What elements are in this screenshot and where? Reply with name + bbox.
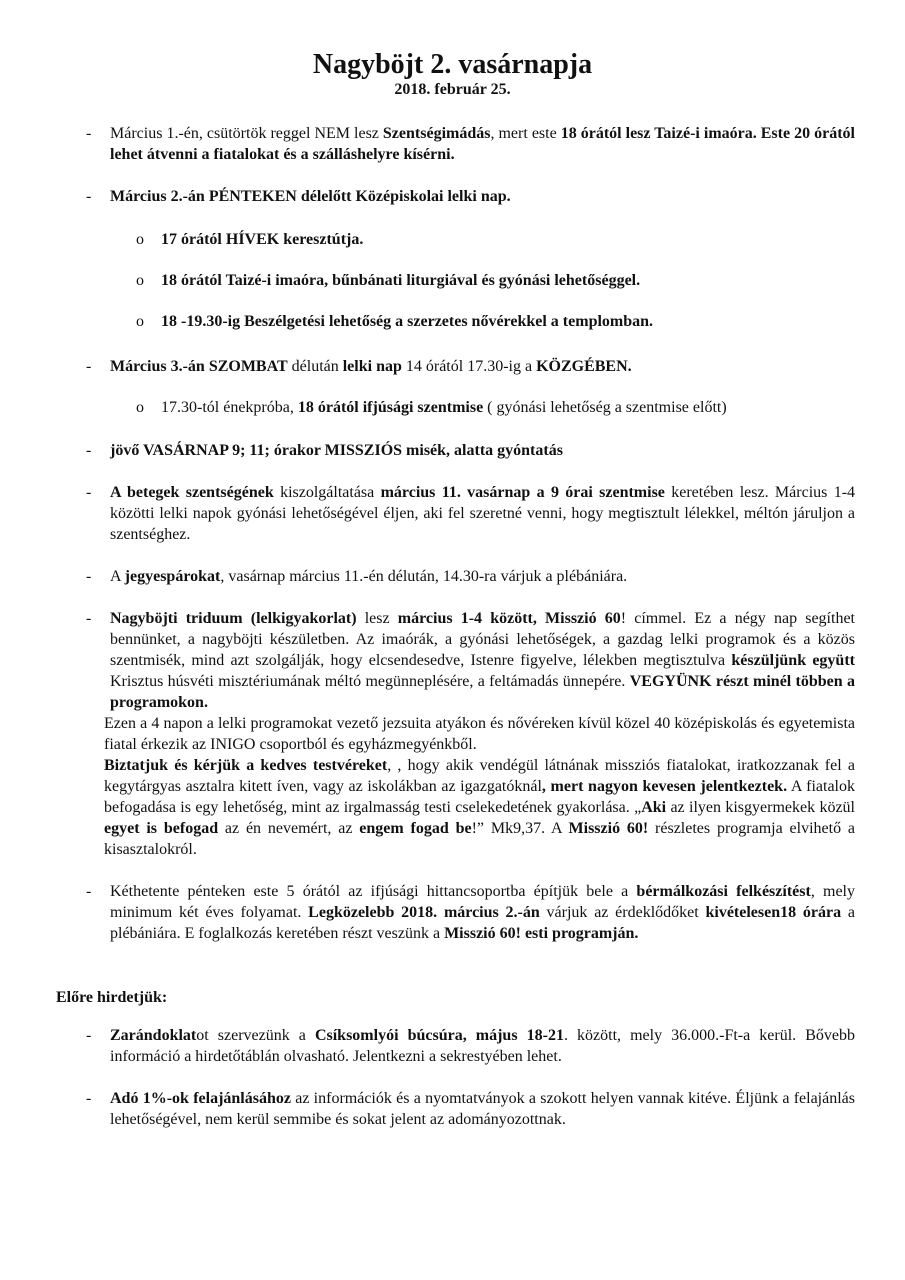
dash-bullet: - <box>86 484 92 501</box>
bold-text-run: március 1-4 között, Misszió 60 <box>397 610 621 627</box>
section-heading <box>56 987 167 1008</box>
text-run: 14 órától 17.30-ig a <box>401 358 537 375</box>
text-run: , mely minimum két éves folyamat. <box>110 883 856 921</box>
bold-text-run: 18 órától Taizé-i imaóra, bűnbánati liturgiával és gyónási lehetőséggel. <box>161 272 641 289</box>
text-run: Krisztus húsvéti misztériumának méltó megünneplésére, a feltámadás ünnepére. <box>110 673 630 690</box>
text-run: kiszolgáltatása <box>273 484 381 501</box>
sub-item-text <box>161 229 861 250</box>
text-run: !” Mk9,37. A <box>471 820 569 837</box>
bold-text-run: Zarándoklat <box>110 1027 197 1044</box>
bold-text-run: Legközelebb 2018. március 2.-án <box>308 904 540 921</box>
dash-bullet: - <box>86 442 92 459</box>
text-run: , , hogy akik vendégül látnának missziós fiatalokat, iratkozzanak fel a kegytárgyas asztalra kitett íven, vagy az iskolákban az igazgatóknál <box>104 757 856 795</box>
text-run: Március 1.-én, csütörtök reggel NEM lesz <box>110 125 383 142</box>
bold-text-run: kivételesen18 órára <box>705 904 842 921</box>
bold-text-run: készüljünk együtt <box>731 652 855 669</box>
bold-text-run: bérmálkozási felkészítést <box>636 883 811 900</box>
text-run: az ilyen kisgyermekek közül <box>666 799 855 816</box>
page-date: 2018. február 25. <box>394 81 511 98</box>
bold-text-run: jegyespárokat <box>124 568 221 585</box>
sub-item-text <box>161 311 861 332</box>
dash-bullet: - <box>86 883 92 900</box>
bold-text-run: egyet is befogad <box>104 820 219 837</box>
bold-text-run: Március 2.-án PÉNTEKEN <box>110 188 297 205</box>
announcement-text <box>110 482 855 545</box>
page-title: Nagyböjt 2. vasárnapja <box>312 49 593 80</box>
text-run: az információk és a nyomtatványok a szokott helyen vannak kitéve. Éljünk a felajánlás lehetőségével, nem kerül semmibe és sokat jelent az adományozottnak. <box>110 1090 855 1128</box>
bold-text-run: A betegek szentségének <box>110 484 274 501</box>
announcement-text <box>110 1025 855 1067</box>
bold-text-run: jövő VASÁRNAP 9; 11; órakor MISSZIÓS misék, alatta gyóntatás <box>110 442 563 459</box>
text-run: ! címmel. Ez a négy nap segíthet bennünket, a nagyböjti készületben. Az imaórák, a gyónási lehetőségek, a gazdag lelki programok és a közös szentmisék, mind azt szolgálják, hogy elcsendesedve, Istenre figyelve, lélekben megtisztulva <box>110 610 855 669</box>
bold-text-run: Misszió 60! esti programján. <box>444 925 639 942</box>
circle-bullet: o <box>136 231 144 248</box>
paragraph <box>104 713 855 755</box>
text-run: keretében lesz. Március 1-4 közötti lelki napok gyónási lehetőségével éljen, aki fel szeretné venni, hogy megtisztult lélekkel, méltón járuljon a szentséghez. <box>110 484 856 543</box>
text-run: 17.30-tól énekpróba, <box>161 399 298 416</box>
bold-text-run: 18 órától lesz Taizé-i imaóra. Este 20 órától lehet átvenni a fiatalokat és a szálláshelyre kísérni. <box>110 125 855 163</box>
bold-text-run: Biztatjuk és kérjük a kedves testvéreket <box>104 757 388 774</box>
text-run: a plébániára. E foglalkozás keretében részt veszünk a <box>110 904 855 942</box>
text-run: lesz <box>356 610 398 627</box>
text-run: A <box>110 568 125 585</box>
text-run: ot szervezünk a <box>196 1027 315 1044</box>
circle-bullet: o <box>136 272 144 289</box>
text-run: , vasárnap március 11.-én délután, 14.30-ra várjuk a plébániára. <box>220 568 628 585</box>
text-run: délután <box>287 358 343 375</box>
bold-text-run: március 11. vasárnap a 9 órai szentmise <box>380 484 665 501</box>
bold-text-run: Csíksomlyói búcsúra, május 18-21 <box>314 1027 564 1044</box>
dash-bullet: - <box>86 568 92 585</box>
bold-text-run: Március 3.-án SZOMBAT <box>110 358 288 375</box>
bold-text-run: lelki nap <box>342 358 402 375</box>
announcement-text <box>110 123 855 165</box>
bold-text-run: 18 órától ifjúsági szentmise <box>297 399 484 416</box>
bold-text-run: Szentségimádás <box>382 125 491 142</box>
paragraph <box>104 755 855 860</box>
announcement-text <box>110 186 855 207</box>
announcement-text <box>110 1088 855 1130</box>
text-run: várjuk az érdeklődőket <box>539 904 706 921</box>
dash-bullet: - <box>86 358 92 375</box>
bold-text-run: Előre hirdetjük: <box>56 989 168 1006</box>
text-run: részletes programja elvihető a kisasztalokról. <box>104 820 855 858</box>
text-run: , mert este <box>490 125 561 142</box>
bold-text-run: délelőtt Középiskolai lelki nap. <box>296 188 511 205</box>
text-run: Ezen a 4 napon a lelki programokat vezető jezsuita atyákon és nővéreken kívül közel 40 középiskolás és egyetemista fiatal érkezik az INIGO csoportból és egyházmegyénkből. <box>104 715 855 753</box>
dash-bullet: - <box>86 1027 92 1044</box>
circle-bullet: o <box>136 399 144 416</box>
text-run: Kéthetente pénteken este 5 órától az ifjúsági hittancsoportba építjük bele a <box>110 883 637 900</box>
announcement-text <box>110 881 855 944</box>
text-run: . között, mely 36.000.-Ft-a kerül. Bővebb információ a hirdetőtáblán olvasható. Jelentkezni a sekrestyében lehet. <box>110 1027 855 1065</box>
bold-text-run: 17 órától HÍVEK keresztútja. <box>161 231 364 248</box>
text-run: A fiatalok befogadása is egy lehetőség, mint az irgalmasság testi cselekedetének gyakorlása. „ <box>104 778 855 816</box>
sub-item-text <box>161 270 861 291</box>
bold-text-run: Misszió 60! <box>568 820 649 837</box>
dash-bullet: - <box>86 1090 92 1107</box>
bold-text-run: Nagyböjti triduum (lelkigyakorlat) <box>110 610 357 627</box>
dash-bullet: - <box>86 125 92 142</box>
bold-text-run: VEGYÜNK részt minél többen a programokon. <box>110 673 856 711</box>
bold-text-run: engem fogad be <box>359 820 472 837</box>
announcement-text <box>110 356 855 377</box>
announcement-text <box>110 608 855 713</box>
text-run: ( gyónási lehetőség a szentmise előtt) <box>483 399 727 416</box>
announcement-text <box>110 566 855 587</box>
bold-text-run: Aki <box>641 799 667 816</box>
bold-text-run: 18 -19.30-ig Beszélgetési lehetőség a szerzetes nővérekkel a templomban. <box>161 313 654 330</box>
announcement-text <box>110 440 855 461</box>
bold-text-run: , mert nagyon kevesen jelentkeztek. <box>541 778 788 795</box>
bold-text-run: KÖZGÉBEN. <box>536 358 632 375</box>
dash-bullet: - <box>86 610 92 627</box>
circle-bullet: o <box>136 313 144 330</box>
text-run: az én nevemért, az <box>218 820 360 837</box>
bold-text-run: Adó 1%-ok felajánlásához <box>110 1090 291 1107</box>
dash-bullet: - <box>86 188 92 205</box>
sub-item-text <box>161 397 861 418</box>
